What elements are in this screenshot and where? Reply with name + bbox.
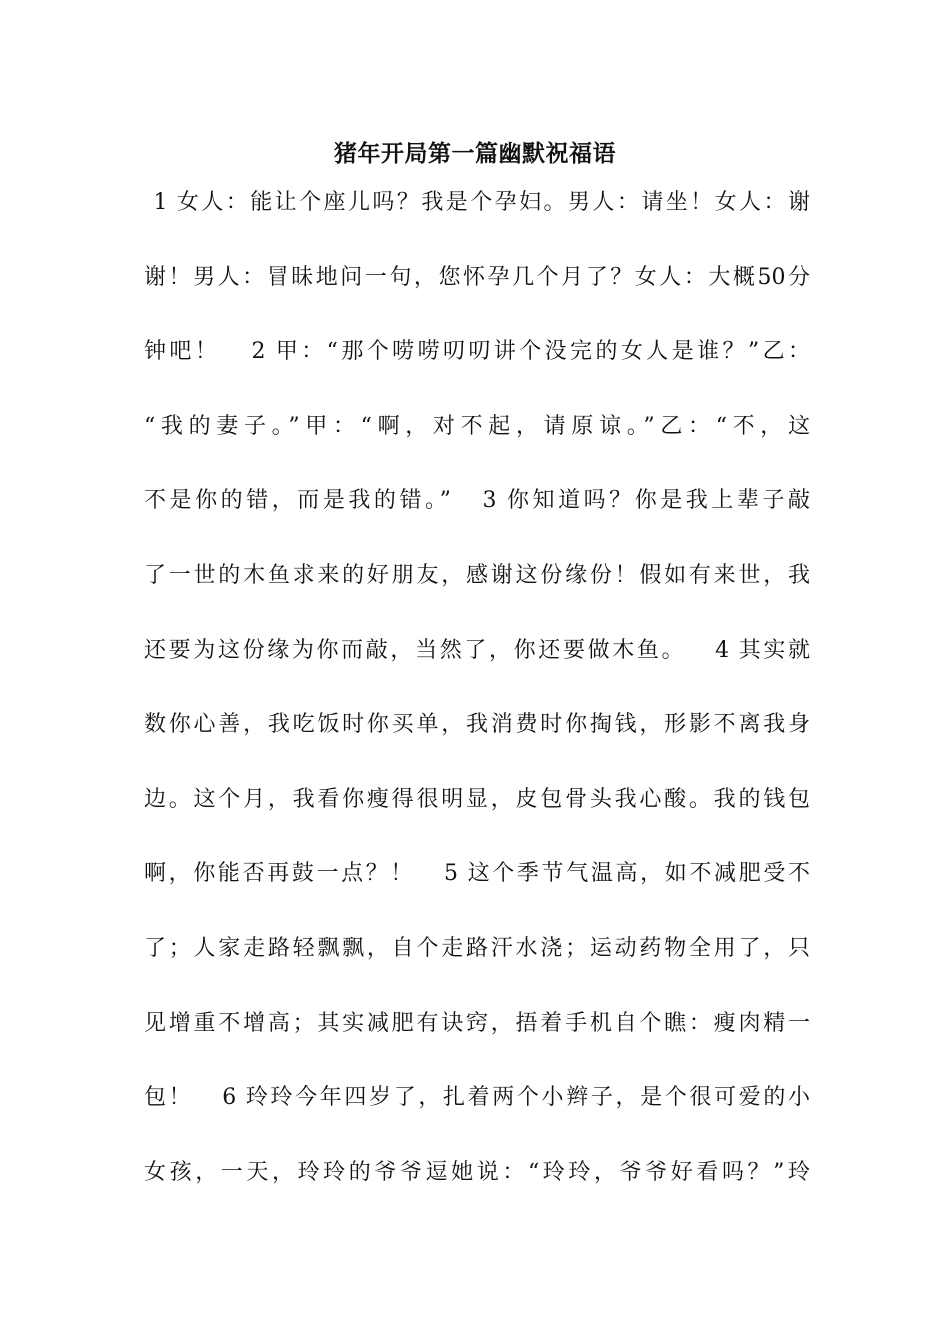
document-title: 猪年开局第一篇幽默祝福语: [334, 140, 616, 167]
document-body: [144, 183, 810, 1227]
body-line: 谢！男人：冒昧地问一句，您怀孕几个月了？女人：大概50分: [144, 264, 810, 290]
body-line: 还要为这份缘为你而敲，当然了，你还要做木鱼。 4 其实就: [144, 637, 810, 663]
body-line: 钟吧！ 2 甲：“那个唠唠叨叨讲个没完的女人是谁？”乙：: [144, 339, 810, 365]
body-line: 了一世的木鱼求来的好朋友，感谢这份缘份！假如有来世，我: [144, 562, 810, 588]
body-line: 包！ 6 玲玲今年四岁了，扎着两个小辫子，是个很可爱的小: [144, 1085, 810, 1111]
body-line: 不是你的错，而是我的错。” 3 你知道吗？你是我上辈子敲: [144, 488, 810, 514]
body-line: 啊，你能否再鼓一点？！ 5 这个季节气温高，如不减肥受不: [144, 861, 810, 887]
body-line: 了；人家走路轻飘飘，自个走路汗水浇；运动药物全用了，只: [144, 935, 810, 961]
body-line: 边。这个月，我看你瘦得很明显，皮包骨头我心酸。我的钱包: [144, 786, 810, 812]
body-line: 见增重不增高；其实减肥有诀窍，捂着手机自个瞧：瘦肉精一: [144, 1010, 810, 1036]
body-line: 1 女人：能让个座儿吗？我是个孕妇。男人：请坐！女人：谢: [144, 190, 810, 215]
body-line: 数你心善，我吃饭时你买单，我消费时你掏钱，形影不离我身: [144, 712, 810, 738]
body-line: “我的妻子。”甲：“啊，对不起，请原谅。”乙：“不，这: [144, 413, 810, 439]
body-line: 女孩，一天，玲玲的爷爷逗她说：“玲玲，爷爷好看吗？”玲: [144, 1159, 810, 1185]
